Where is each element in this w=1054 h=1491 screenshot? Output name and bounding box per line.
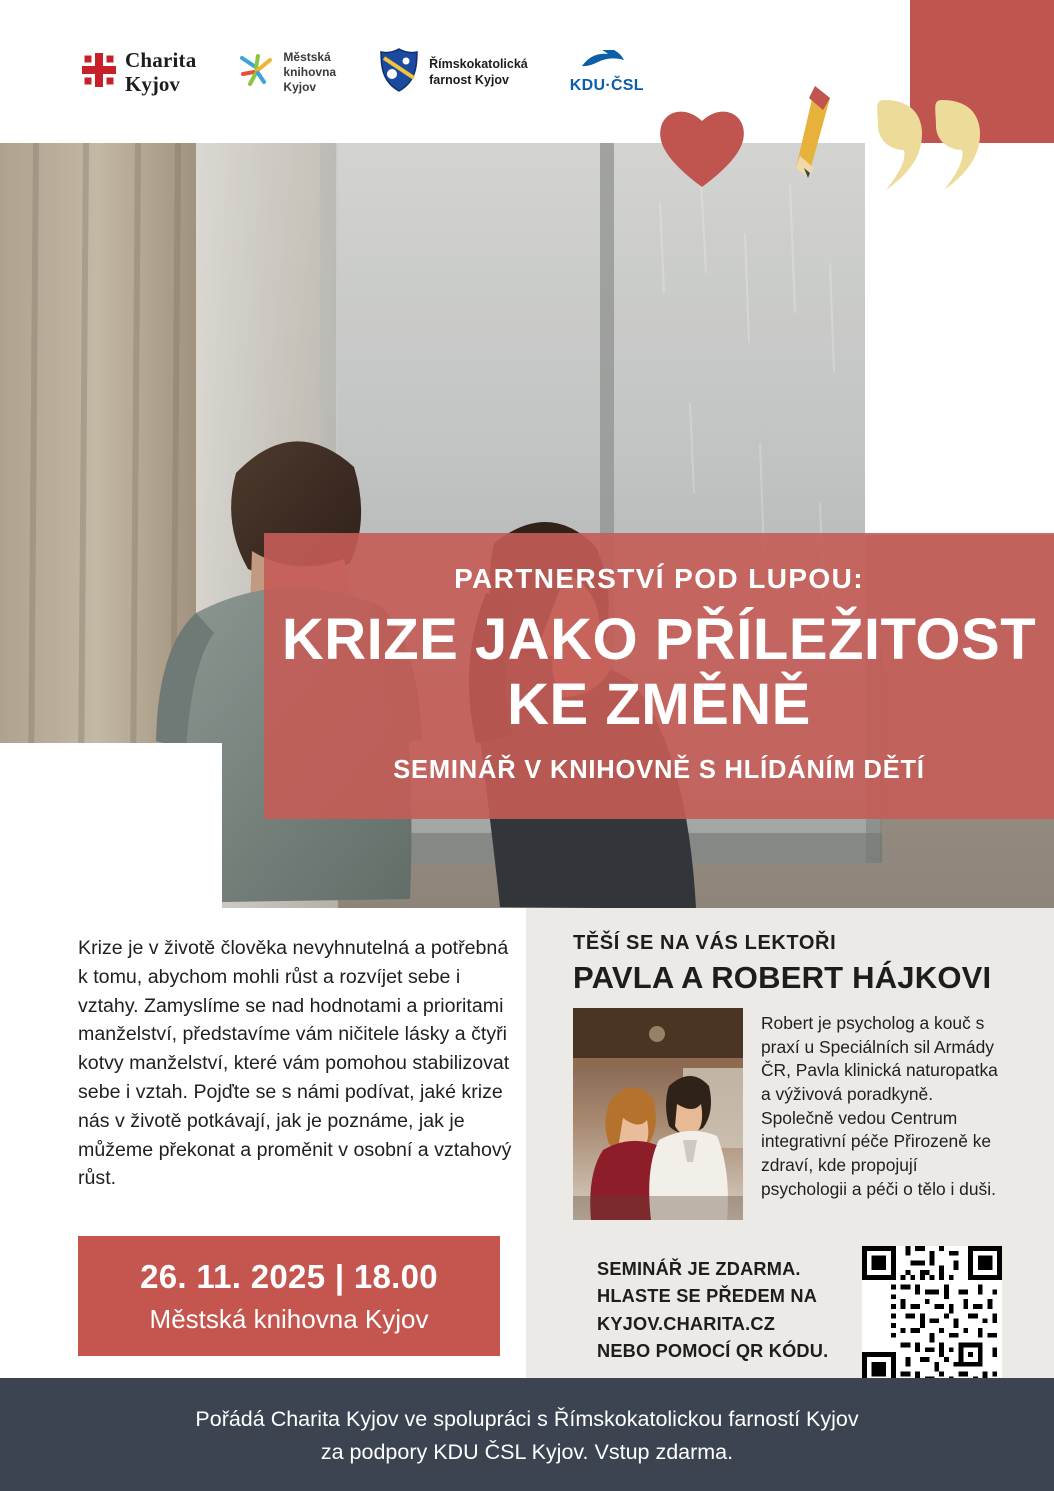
lecturers-names: PAVLA A ROBERT HÁJKOVI <box>573 960 992 995</box>
signup-line1: SEMINÁŘ JE ZDARMA. <box>597 1259 801 1279</box>
title-main-line1: KRIZE JAKO PŘÍLEŽITOST <box>281 607 1037 672</box>
title-subtitle: SEMINÁŘ V KNIHOVNĚ S HLÍDÁNÍM DĚTÍ <box>393 755 925 784</box>
knihovna-line3: Kyjov <box>283 80 317 94</box>
event-details-box <box>78 1236 500 1356</box>
charita-line1: Charita <box>125 48 197 73</box>
farnost-logo-text <box>429 57 528 88</box>
logo-charita-kyjov <box>82 49 196 95</box>
hero-white-block-left <box>0 743 222 908</box>
farnost-shield-icon <box>378 48 420 97</box>
knihovna-line1: Městská <box>283 50 331 64</box>
signup-line4: NEBO POMOCÍ QR KÓDU. <box>597 1340 829 1361</box>
heart-icon <box>655 103 749 189</box>
knihovna-line2: knihovna <box>283 65 337 79</box>
lecturers-photo <box>573 1008 743 1220</box>
charita-cross-icon <box>82 53 116 92</box>
footer-line2: za podpory KDU ČSL Kyjov. Vstup zdarma. <box>320 1439 734 1464</box>
logo-row <box>82 48 644 97</box>
event-date: 26. 11. 2025 | 18.00 <box>140 1258 438 1295</box>
charita-line2: Kyjov <box>125 71 180 96</box>
pencil-icon <box>790 86 840 178</box>
kdu-bird-icon <box>572 50 642 72</box>
hero-white-block-right <box>865 143 1054 535</box>
title-kicker: PARTNERSTVÍ POD LUPOU: <box>454 563 864 594</box>
kdu-label: KDU·ČSL <box>569 77 644 94</box>
farnost-line1: Římskokatolická <box>429 56 528 71</box>
qr-code[interactable] <box>862 1246 1002 1386</box>
event-place: Městská knihovna Kyjov <box>149 1304 429 1334</box>
knihovna-star-icon <box>238 52 274 93</box>
logo-kdu-csl <box>570 50 644 94</box>
signup-line2: HLASTE SE PŘEDEM NA <box>597 1286 818 1307</box>
farnost-line2: farnost Kyjov <box>429 72 509 87</box>
footer-line1: Pořádá Charita Kyjov ve spolupráci s Římskokatolickou farností Kyjov <box>195 1407 859 1431</box>
logo-rimskokatolicka-farnost-kyjov <box>378 48 528 97</box>
intro-paragraph: Krize je v životě člověka nevyhnutelná a potřebná k tomu, abychom mohli růst a rozvíjet sebe i vztahy. Zamyslíme se nad hodnotami a prioritami manželství, představíme vám ničitele lásky a čtyři kotvy manželství, které vám pomohou stabilizovat sebe i vztah. Pojďte se s námi podívat, jaké krize nás v životě potkávají, jak je poznáme, jak je můžeme překonat a proměnit v osobní a vztahový růst. <box>78 937 512 1190</box>
charita-logo-text <box>125 49 196 95</box>
quotation-mark-icon <box>876 100 986 190</box>
logo-mestska-knihovna-kyjov <box>238 50 336 95</box>
body-area <box>0 908 1054 1378</box>
poster-footer <box>0 1378 1054 1491</box>
kdu-logo-text <box>570 50 644 94</box>
lecturers-kicker: TĚŠÍ SE NA VÁS LEKTOŘI <box>573 932 837 954</box>
qr-code-image <box>862 1246 1002 1386</box>
lecturers-bio: Robert je psycholog a kouč s praxí u Speciálních sil Armády ČR, Pavla klinická naturopatka a výživová poradkyně. Společně vedou Centrum integrativní péče Přirozeně ke zdraví, kde propojují psychologii a péči o tělo i duši. <box>761 1013 998 1199</box>
title-band <box>264 533 1054 819</box>
signup-website[interactable]: KYJOV.CHARITA.CZ <box>597 1313 776 1334</box>
knihovna-logo-text <box>283 50 336 95</box>
signup-info <box>597 1256 857 1365</box>
lecturers-photo-illustration <box>573 1008 743 1220</box>
title-main-line2: KE ZMĚNĚ <box>507 671 811 737</box>
